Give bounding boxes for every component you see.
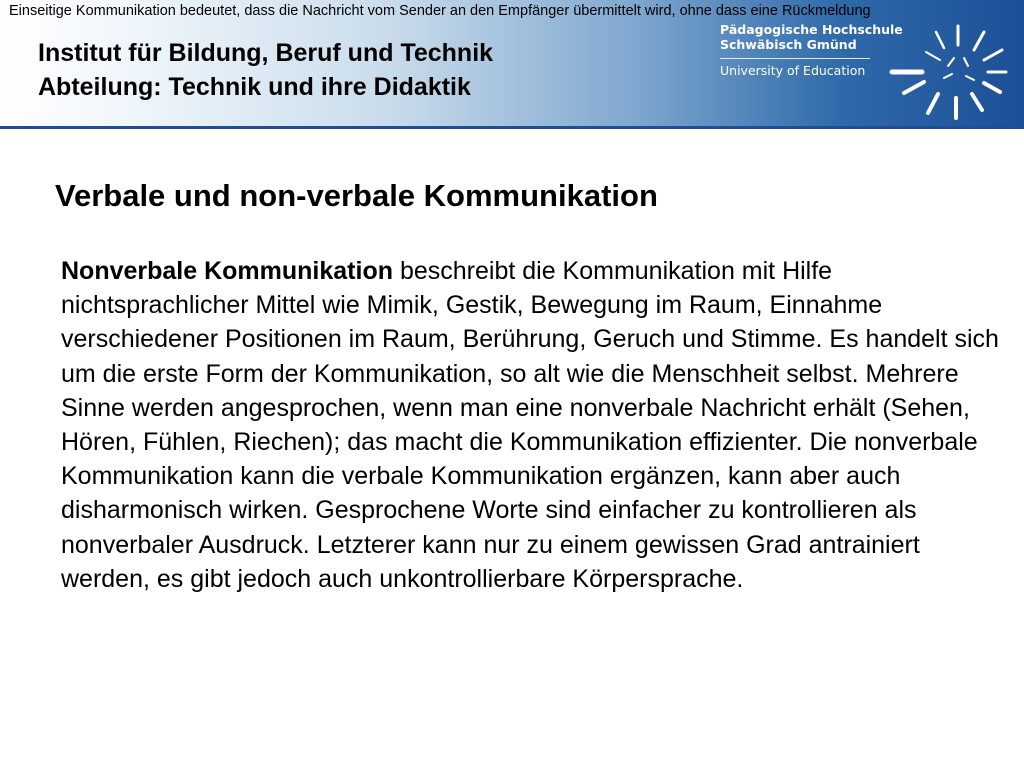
institute-line-1: Institut für Bildung, Beruf und Technik: [38, 39, 494, 67]
institute-line-2: Abteilung: Technik und ihre Didaktik: [38, 73, 471, 101]
institute-heading: [38, 36, 493, 104]
logo-divider: [720, 58, 870, 59]
paragraph-lead-term: Nonverbale Kommunikation: [61, 257, 393, 285]
overlay-caption: Einseitige Kommunikation bedeutet, dass die Nachricht vom Sender an den Empfänger übermittelt wird, ohne dass eine Rückmeldung: [9, 3, 871, 19]
header-divider: [0, 126, 1024, 129]
logo-line-2: Schwäbisch Gmünd: [720, 37, 857, 52]
university-logo: [720, 22, 903, 78]
paragraph-text: beschreibt die Kommunikation mit Hilfe nichtsprachlicher Mittel wie Mimik, Gestik, Bewegung im Raum, Einnahme verschiedener Positionen im Raum, Berührung, Geruch und Stimme. Es handelt sich um die erste Form der Kommunikation, so alt wie die Menschheit selbst. Mehrere Sinne werden angesprochen, wenn man eine nonverbale Nachricht erhält (Sehen, Hören, Fühlen, Riechen); das macht die Kommunikation effizienter. Die nonverbale Kommunikation kann die verbale Kommunikation ergänzen, kann aber auch disharmonisch wirken. Gesprochene Worte sind einfacher zu kontrollieren als nonverbaler Ausdruck. Letzterer kann nur zu einem gewissen Grad antrainiert werden, es gibt jedoch auch unkontrollierbare Körpersprache.: [61, 257, 999, 593]
slide-title: Verbale und non-verbale Kommunikation: [55, 178, 658, 213]
logo-line-1: Pädagogische Hochschule: [720, 22, 903, 37]
body-paragraph: [61, 254, 1001, 596]
logo-subline: University of Education: [720, 63, 866, 78]
sun-rays-logo-icon: [880, 10, 1020, 120]
